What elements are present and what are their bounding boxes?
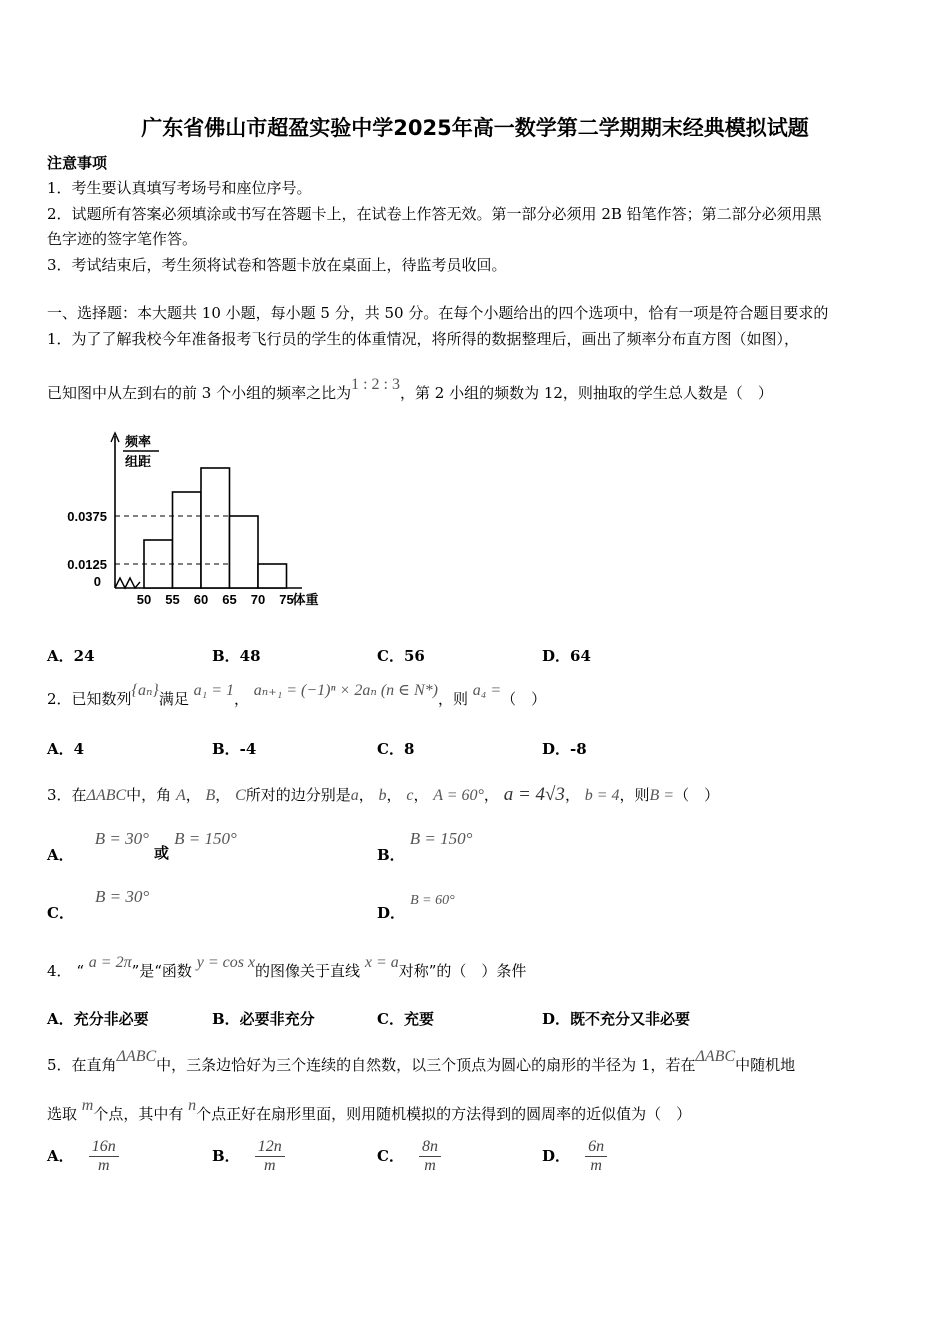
q4-text: 的图像关于直线 <box>255 962 361 980</box>
q4-option-c[interactable]: C．充要 <box>377 1010 434 1028</box>
x-tick-label: 50 <box>136 592 152 607</box>
q1-option-b[interactable]: B．48 <box>212 647 261 665</box>
q4-number: 4． <box>47 962 72 980</box>
q5-triangle: ΔABC <box>695 1048 736 1065</box>
notice-item: 1．考生要认真填写考场号和座位序号。 <box>47 179 312 197</box>
q4-text: “ <box>76 962 84 980</box>
q3-option-a-or: 或 <box>153 844 169 862</box>
q2-text: 满足 <box>158 690 189 708</box>
q2-option-b[interactable]: B．-4 <box>212 740 257 758</box>
q5-var-n: n <box>188 1097 197 1114</box>
q5-stem-line2 <box>47 1097 692 1124</box>
q3-text: 所对的边分别是 <box>245 786 351 804</box>
q4-text: ”是“函数 <box>131 962 192 980</box>
q5-text: 选取 <box>47 1105 78 1123</box>
q5-triangle: ΔABC <box>116 1048 157 1065</box>
q3-option-a-value-1: B = 30° <box>94 829 149 848</box>
q2-text: ，则 <box>438 690 469 708</box>
q3-var: B <box>205 787 216 804</box>
histogram-bar <box>230 516 259 588</box>
y-axis-label-top: 频率 <box>125 434 152 449</box>
q3-text: （ ） <box>674 786 720 804</box>
x-tick-label: 65 <box>222 592 237 607</box>
histogram-bar <box>201 468 230 588</box>
q5-fraction <box>255 1138 285 1175</box>
x-tick-label: 60 <box>193 592 209 607</box>
q1-stem-line1: 1．为了了解我校今年准备报考飞行员的学生的体重情况，将所得的数据整理后，画出了频率分布直方图（如图）， <box>47 330 800 348</box>
numerator: 8n <box>419 1138 441 1157</box>
y-tick-label: 0.0125 <box>67 557 107 572</box>
q3-option-a-value-2: B = 150° <box>174 829 237 848</box>
q3-stem: 3．在ΔABC中，角 A， B， C所对的边分别是a， b， c， A = 60°， a = 4√3， b = 4，则B =（ ） <box>47 784 720 805</box>
option-label: D． <box>542 1147 571 1165</box>
numerator: 6n <box>585 1138 607 1157</box>
q3-var: b <box>378 787 387 804</box>
q5-text: 在直角 <box>71 1056 117 1074</box>
q2-stem: 2．已知数列{aₙ}满足 a₁ = 1， aₙ₊₁ = (−1)ⁿ × 2aₙ (n ∈ N*)，则 a₄ =（ ） <box>47 682 547 708</box>
q3-var: C <box>235 787 246 804</box>
q4-function: y = cos x <box>196 954 256 971</box>
q3-option-d-value: B = 60° <box>410 893 455 908</box>
notice-heading: 注意事项 <box>47 154 108 172</box>
numerator: 16n <box>89 1138 119 1157</box>
q5-fraction <box>585 1138 607 1175</box>
notice-item: 色字迹的签字笔作答。 <box>47 230 198 248</box>
q1-ratio: 1 : 2 : 3 <box>351 376 400 393</box>
page-title: 广东省佛山市超盈实验中学2025年高一数学第二学期期末经典模拟试题 <box>141 116 809 140</box>
option-label: C． <box>377 1147 404 1165</box>
x-tick-label: 70 <box>250 592 266 607</box>
q5-number: 5． <box>47 1056 72 1074</box>
q4-option-d[interactable]: D．既不充分又非必要 <box>542 1010 691 1028</box>
notice-item: 2．试题所有答案必须填涂或书写在答题卡上，在试卷上作答无效。第一部分必须用 2B 铅笔作答；第二部分必须用黑 <box>47 205 822 223</box>
q4-stem <box>47 954 527 981</box>
q3-var: A <box>175 787 186 804</box>
histogram-bar <box>144 540 173 588</box>
q2-option-d[interactable]: D．-8 <box>542 740 587 758</box>
q3-text: ，则 <box>619 786 650 804</box>
q4-option-a[interactable]: A．充分非必要 <box>47 1010 149 1028</box>
q3-option-c-value: B = 30° <box>95 887 150 906</box>
q2-option-a[interactable]: A．4 <box>47 740 85 758</box>
option-label: D． <box>377 904 406 922</box>
x-tick-label: 55 <box>165 592 180 607</box>
x-axis-label: 体重 <box>292 592 319 607</box>
q3-text: 3．在 <box>47 786 87 804</box>
q2-text: 2．已知数列 <box>47 690 132 708</box>
denominator: m <box>97 1157 110 1174</box>
q3-triangle: ΔABC <box>86 787 127 804</box>
option-label: B． <box>377 846 405 864</box>
q3-option-d[interactable] <box>377 888 455 922</box>
q3-side-a: a = 4√3 <box>503 784 565 805</box>
q4-line: x = a <box>364 954 399 971</box>
q5-var-m: m <box>81 1097 94 1114</box>
q1-text: ，第 2 小组的频数为 12，则抽取的学生总人数是（ ） <box>399 384 773 402</box>
q2-text: （ ） <box>501 690 547 708</box>
q3-angle-a: A = 60° <box>433 787 484 804</box>
q3-option-a[interactable] <box>47 828 237 864</box>
q3-var: c <box>406 787 414 804</box>
denominator: m <box>424 1157 436 1174</box>
q4-text: 对称”的（ ）条件 <box>398 962 527 980</box>
denominator: m <box>264 1157 276 1174</box>
q5-option-a[interactable] <box>47 1138 119 1175</box>
q1-stem-line2 <box>47 376 773 403</box>
q5-text: 个点正好在扇形里面，则用随机模拟的方法得到的圆周率的近似值为（ ） <box>196 1105 692 1123</box>
q5-text: 个点，其中有 <box>93 1105 184 1123</box>
notice-item: 3．考试结束后，考生须将试卷和答题卡放在桌面上，待监考员收回。 <box>47 256 507 274</box>
q5-option-d[interactable] <box>542 1138 607 1175</box>
q5-text: 中，三条边恰好为三个连续的自然数，以三个顶点为圆心的扇形的半径为 1，若在 <box>156 1056 696 1074</box>
q2-option-c[interactable]: C．8 <box>377 740 415 758</box>
q3-var: a <box>350 787 359 804</box>
q3-side-b: b = 4 <box>584 787 620 804</box>
q3-text: 中，角 <box>126 786 172 804</box>
histogram-chart <box>40 428 340 618</box>
q5-stem-line1 <box>47 1048 796 1075</box>
q2-condition-1: a₁ = 1 <box>193 682 234 699</box>
q5-text: 中随机地 <box>735 1056 796 1074</box>
q2-target: a₄ = <box>472 682 502 699</box>
q2-condition-2: aₙ₊₁ = (−1)ⁿ × 2aₙ (n ∈ N*) <box>253 682 438 699</box>
x-tick-label: 75 <box>279 592 294 607</box>
option-label: A． <box>47 846 74 864</box>
q3-option-b-value: B = 150° <box>409 829 473 848</box>
q5-option-b[interactable] <box>212 1138 285 1175</box>
option-label: C． <box>47 904 74 922</box>
q5-fraction <box>89 1138 119 1175</box>
q5-option-c[interactable] <box>377 1138 441 1175</box>
q1-option-d[interactable]: D．64 <box>542 647 591 665</box>
q4-condition: a = 2π <box>88 954 132 971</box>
q3-target: B = <box>649 787 675 804</box>
q1-option-a[interactable]: A．24 <box>47 647 95 665</box>
option-label: B． <box>212 1147 240 1165</box>
origin-label: 0 <box>93 574 101 589</box>
q4-option-b[interactable]: B．必要非充分 <box>212 1010 315 1028</box>
histogram-bar <box>173 492 202 588</box>
numerator: 12n <box>255 1138 285 1157</box>
y-axis-label-bottom: 组距 <box>125 454 152 469</box>
y-tick-label: 0.0375 <box>67 509 107 524</box>
q1-option-c[interactable]: C．56 <box>377 647 425 665</box>
q3-option-b[interactable] <box>377 828 473 864</box>
q1-text: 已知图中从左到右的前 3 个小组的频率之比为 <box>47 384 352 402</box>
axis-break <box>115 578 140 588</box>
section-heading: 一、选择题：本大题共 10 小题，每小题 5 分，共 50 分。在每个小题给出的四个选项中，恰有一项是符合题目要求的 <box>47 304 829 322</box>
option-label: A． <box>47 1147 74 1165</box>
histogram-bar <box>258 564 287 588</box>
q5-fraction <box>419 1138 441 1175</box>
q3-option-c[interactable] <box>47 886 150 922</box>
q2-sequence: {aₙ} <box>131 682 159 699</box>
denominator: m <box>590 1157 602 1174</box>
